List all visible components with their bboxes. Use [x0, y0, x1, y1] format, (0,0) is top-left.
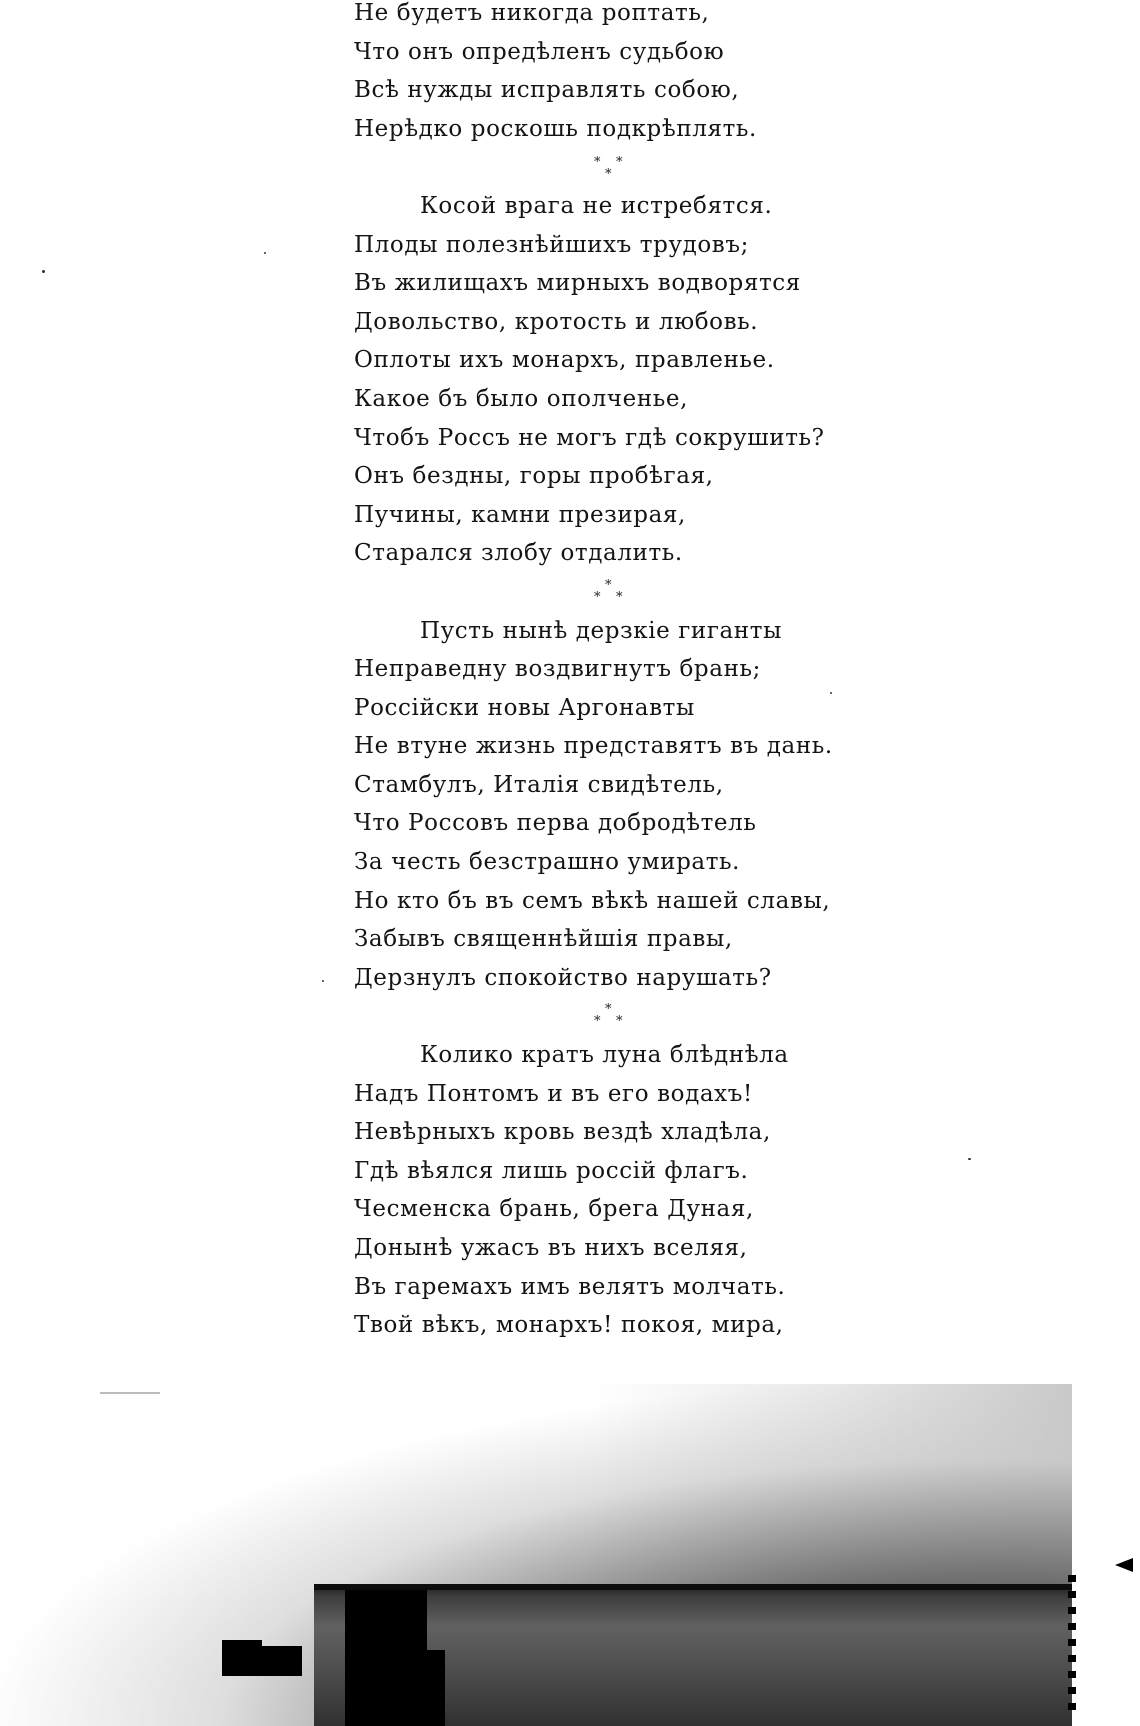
- verse-line: Донынѣ ужасъ въ нихъ вселяя,: [354, 1235, 748, 1261]
- asterisk: *: [605, 167, 612, 183]
- redaction-block: [395, 1650, 445, 1726]
- asterisk: *: [616, 589, 623, 605]
- verse-line: Плоды полезнѣйшихъ трудовъ;: [354, 231, 749, 258]
- stanza-4: [354, 1036, 914, 1345]
- stanza-3: [354, 612, 914, 998]
- verse-line: Что Россовъ перва добродѣтель: [354, 810, 757, 837]
- verse-line: Пусть нынѣ дерзкіе гиганты: [420, 617, 782, 644]
- asterisk: *: [594, 589, 601, 605]
- stanza-1: [354, 0, 914, 148]
- verse-line: Какое бъ было ополченье,: [354, 385, 688, 412]
- verse-line: Неправедну воздвигнутъ брань;: [354, 656, 761, 683]
- asterism-separator: [354, 997, 914, 1036]
- scan-speck: [968, 1158, 971, 1160]
- verse-line: Старался злобу отдалить.: [354, 540, 683, 567]
- scan-speck: [42, 270, 45, 273]
- verse-line: Онъ бездны, горы пробѣгая,: [354, 463, 714, 490]
- scan-speck: [264, 252, 266, 254]
- verse-line: Гдѣ вѣялся лишь россій флагъ.: [354, 1157, 749, 1184]
- verse-line: Надъ Понтомъ и въ его водахъ!: [354, 1080, 753, 1107]
- stanza-2: [354, 187, 914, 573]
- verse-line: За честь безстрашно умирать.: [354, 849, 741, 876]
- verse-line: Колико кратъ луна блѣднѣла: [420, 1042, 789, 1069]
- asterisk: *: [616, 1014, 623, 1030]
- verse-line: Забывъ священнѣйшія правы,: [354, 926, 733, 953]
- verse-line: Косой врага не истребятся.: [420, 192, 773, 219]
- asterisk: *: [594, 155, 601, 171]
- scan-speck: [830, 692, 832, 694]
- verse-line: Что онъ опредѣленъ судьбою: [354, 38, 725, 65]
- verse-line: Всѣ нужды исправлять собою,: [354, 77, 740, 104]
- page-edge-arrow-icon: [1115, 1558, 1133, 1572]
- poem-text: [354, 0, 914, 1345]
- verse-line: Но кто бъ въ семъ вѣкѣ нашей славы,: [354, 887, 831, 914]
- verse-line: Пучины, камни презирая,: [354, 501, 686, 528]
- verse-line: Стамбулъ, Италія свидѣтель,: [354, 771, 724, 798]
- page-margin-strip: [1072, 1384, 1140, 1726]
- redaction-block: [222, 1646, 302, 1676]
- verse-line: Не втуне жизнь представятъ въ дань.: [354, 733, 833, 760]
- scan-artifact-line: [100, 1392, 160, 1394]
- verse-line: Дерзнулъ спокойство нарушать?: [354, 964, 772, 991]
- verse-line: Твой вѣкъ, монархъ! покоя, мира,: [354, 1312, 784, 1339]
- verse-line: Въ жилищахъ мирныхъ водворятся: [354, 270, 801, 297]
- scan-speck: [322, 980, 324, 982]
- asterisk: *: [594, 1014, 601, 1030]
- verse-line: Нерѣдко роскошь подкрѣплять.: [354, 115, 757, 142]
- asterism-separator: [354, 573, 914, 612]
- verse-line: Россійски новы Аргонавты: [354, 694, 695, 721]
- asterisk: *: [616, 155, 623, 171]
- verse-line: Не будетъ никогда роптать,: [354, 0, 710, 26]
- asterisk: *: [605, 1002, 612, 1018]
- asterisk: *: [605, 577, 612, 593]
- verse-line: Довольство, кротость и любовь.: [354, 308, 759, 335]
- asterism-separator: [354, 148, 914, 187]
- verse-line: Невѣрныхъ кровь вездѣ хладѣла,: [354, 1119, 771, 1146]
- verse-line: Чтобъ Россъ не могъ гдѣ сокрушить?: [354, 424, 825, 451]
- binding-edge-marks: [1068, 1575, 1076, 1715]
- verse-line: Оплоты ихъ монархъ, правленье.: [354, 347, 775, 374]
- verse-line: Чесменска брань, брега Дуная,: [354, 1196, 754, 1223]
- verse-line: Въ гаремахъ имъ велятъ молчать.: [354, 1273, 786, 1300]
